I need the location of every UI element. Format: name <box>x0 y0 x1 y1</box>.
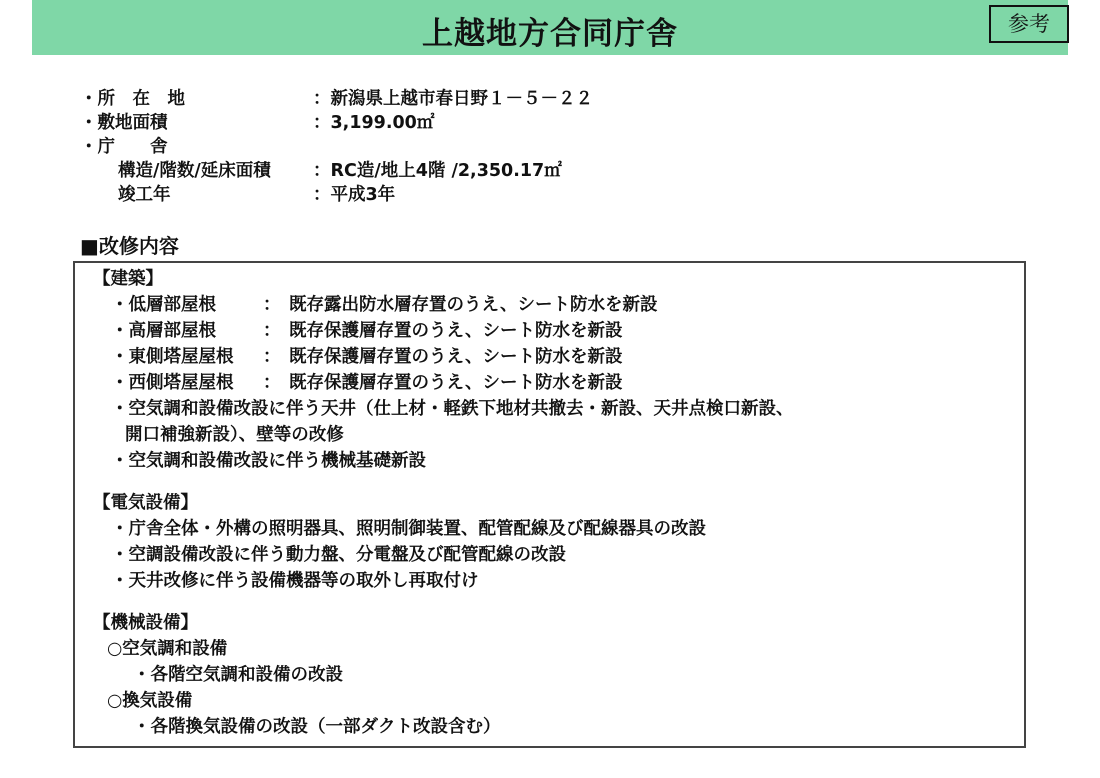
roof-sep: ： <box>263 295 281 315</box>
reference-badge: 参考 <box>989 5 1069 43</box>
foundation-item: ・空気調和設備改設に伴う機械基礎新設 <box>111 451 426 471</box>
electrical-heading: 【電気設備】 <box>93 493 198 513</box>
ventilation-heading: ○換気設備 <box>107 691 193 711</box>
mechanical-heading: 【機械設備】 <box>93 613 198 633</box>
structure-label: 構造/階数/延床面積 <box>118 161 271 181</box>
architecture-heading: 【建築】 <box>93 269 163 289</box>
hvac-heading: ○空気調和設備 <box>107 639 228 659</box>
building-label: ・庁 舎 <box>80 137 168 157</box>
list-item-roof <box>93 318 794 344</box>
ventilation-item: ・各階換気設備の改設（一部ダクト改設含む） <box>133 717 501 737</box>
site-area-label: ・敷地面積 <box>80 113 168 133</box>
completion-label: 竣工年 <box>118 185 171 205</box>
roof-desc: 既存露出防水層存置のうえ、シート防水を新設 <box>289 295 658 315</box>
hvac-item: ・各階空気調和設備の改設 <box>133 665 343 685</box>
list-item-electrical: ・天井改修に伴う設備機器等の取外し再取付け <box>111 571 479 591</box>
ceiling-item-line1: ・空気調和設備改設に伴う天井（仕上材・軽鉄下地材共撤去・新設、天井点検口新設、 <box>111 399 794 419</box>
roof-sep: ： <box>263 347 281 367</box>
renovation-content <box>93 266 794 740</box>
completion-value: ：平成3年 <box>313 185 396 205</box>
site-area-value: ：3,199.00㎡ <box>313 113 435 133</box>
page-title: 上越地方合同庁舎 <box>422 16 678 52</box>
list-item-roof <box>93 370 794 396</box>
list-item-electrical: ・庁舎全体・外構の照明器具、照明制御装置、配管配線及び配線器具の改設 <box>111 519 706 539</box>
renovation-box <box>73 261 1026 748</box>
roof-sep: ： <box>263 321 281 341</box>
structure-value: ：RC造/地上4階 /2,350.17㎡ <box>313 161 562 181</box>
ceiling-item-line2: 開口補強新設）、壁等の改修 <box>125 425 344 445</box>
list-item-roof <box>93 292 794 318</box>
header-bar <box>32 0 1068 55</box>
roof-name: ・東側塔屋屋根 <box>111 347 234 367</box>
location-label: ・所 在 地 <box>80 89 185 109</box>
roof-name: ・西側塔屋屋根 <box>111 373 234 393</box>
roof-name: ・低層部屋根 <box>111 295 216 315</box>
location-value: ：新潟県上越市春日野１－５－２２ <box>313 89 593 109</box>
roof-sep: ： <box>263 373 281 393</box>
roof-name: ・高層部屋根 <box>111 321 216 341</box>
roof-desc: 既存保護層存置のうえ、シート防水を新設 <box>289 347 623 367</box>
list-item-electrical: ・空調設備改設に伴う動力盤、分電盤及び配管配線の改設 <box>111 545 566 565</box>
section-heading: ■改修内容 <box>80 234 179 258</box>
list-item-roof <box>93 344 794 370</box>
roof-desc: 既存保護層存置のうえ、シート防水を新設 <box>289 373 623 393</box>
roof-desc: 既存保護層存置のうえ、シート防水を新設 <box>289 321 623 341</box>
